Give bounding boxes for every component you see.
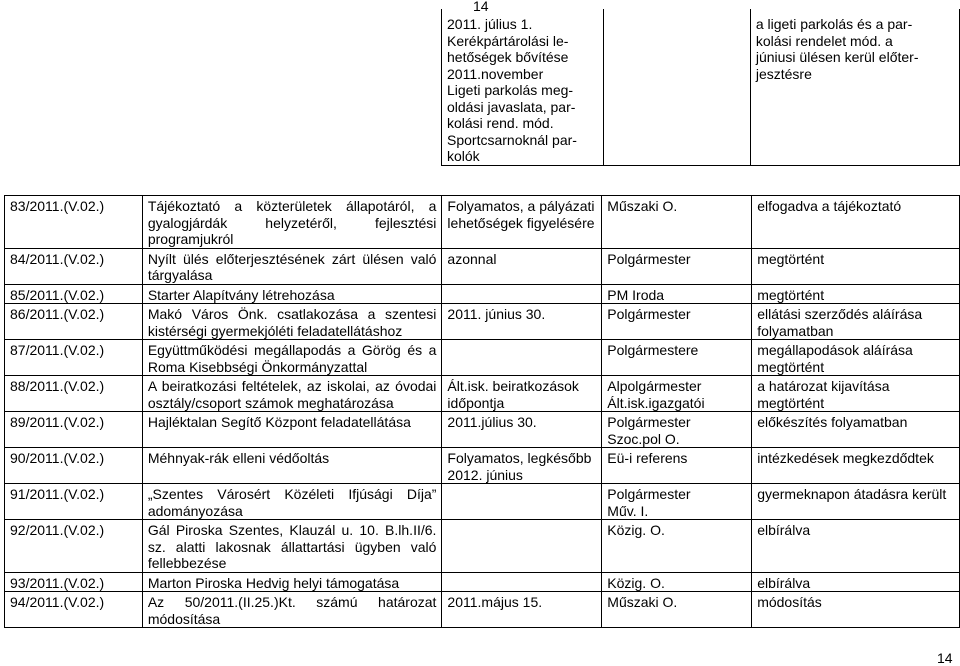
responsible-cell: Alpolgármester Ált.isk.igazgatói: [602, 376, 752, 412]
responsible-cell: Közig. O.: [602, 520, 752, 573]
responsible-cell: Közig. O.: [602, 572, 752, 592]
status-cell: előkészítés folyamatban: [752, 412, 960, 448]
responsible-cell: Műszaki O.: [602, 196, 752, 249]
deadline-cell: Folyamatos, legkésőbb 2012. június: [442, 448, 602, 484]
table-row: [5, 484, 960, 520]
subject-cell: Marton Piroska Hedvig helyi támogatása: [142, 572, 442, 592]
table-row: [5, 572, 960, 592]
resolution-id-cell: 92/2011.(V.02.): [5, 520, 143, 573]
status-cell: a határozat kijavítása megtörtént: [752, 376, 960, 412]
page-number-bottom: 14: [937, 650, 953, 666]
table-row: [5, 376, 960, 412]
status-cell: ellátási szerződés aláírása folyamatban: [752, 304, 960, 340]
resolution-id-cell: 94/2011.(V.02.): [5, 592, 143, 628]
deadline-cell: Folyamatos, a pályázati lehetőségek figyelésére: [442, 196, 602, 249]
resolution-id-cell: 85/2011.(V.02.): [5, 284, 143, 304]
status-cell: módosítás: [752, 592, 960, 628]
responsible-cell: Polgármestere: [602, 340, 752, 376]
table-row: [5, 412, 960, 448]
table-row: [5, 284, 960, 304]
table-row: [5, 592, 960, 628]
status-cell: gyermeknapon átadásra került: [752, 484, 960, 520]
responsible-cell: [603, 9, 750, 165]
status-cell: a ligeti parkolás és a par- kolási rendelet mód. a júniusi ülésen kerül előter- jesztésre: [750, 9, 959, 165]
resolution-id-cell: 90/2011.(V.02.): [5, 448, 143, 484]
deadline-cell: 2011.július 30.: [442, 412, 602, 448]
status-cell: megtörtént: [752, 284, 960, 304]
table-row: [5, 340, 960, 376]
resolutions-table: [4, 195, 960, 628]
responsible-cell: Eü-i referens: [602, 448, 752, 484]
deadline-cell: 2011. július 1. Kerékpártárolási le- hetőségek bővítése 2011.november Ligeti parkolás meg- oldási javaslata, par- kolási rend. mód. Sportcsarnoknál par- kolók: [442, 9, 604, 165]
status-cell: elbírálva: [752, 520, 960, 573]
table-row: [5, 196, 960, 249]
resolution-id-cell: 86/2011.(V.02.): [5, 304, 143, 340]
subject-cell: Nyílt ülés előterjesztésének zárt ülésen való tárgyalása: [142, 248, 442, 284]
responsible-cell: Polgármester: [602, 304, 752, 340]
responsible-cell: Polgármester: [602, 248, 752, 284]
resolution-id-cell: 88/2011.(V.02.): [5, 376, 143, 412]
responsible-cell: PM Iroda: [602, 284, 752, 304]
status-cell: elfogadva a tájékoztató: [752, 196, 960, 249]
status-cell: intézkedések megkezdődtek: [752, 448, 960, 484]
subject-cell: Makó Város Önk. csatlakozása a szentesi kistérségi gyermekjóléti feladatellátáshoz: [142, 304, 442, 340]
responsible-cell: Polgármester Szoc.pol O.: [602, 412, 752, 448]
subject-cell: A beiratkozási feltételek, az iskolai, az óvodai osztály/csoport számok meghatározása: [142, 376, 442, 412]
deadline-cell: [442, 340, 602, 376]
resolution-id-cell: 89/2011.(V.02.): [5, 412, 143, 448]
table-row: [5, 448, 960, 484]
responsible-cell: Polgármester Műv. I.: [602, 484, 752, 520]
table-row: [442, 9, 960, 165]
deadline-cell: 2011.május 15.: [442, 592, 602, 628]
resolution-id-cell: 87/2011.(V.02.): [5, 340, 143, 376]
deadline-cell: [442, 284, 602, 304]
subject-cell: Az 50/2011.(II.25.)Kt. számú határozat módosítása: [142, 592, 442, 628]
resolution-id-cell: 83/2011.(V.02.): [5, 196, 143, 249]
resolution-id-cell: 91/2011.(V.02.): [5, 484, 143, 520]
deadline-cell: [442, 572, 602, 592]
continued-table: [441, 9, 960, 166]
table-row: [5, 520, 960, 573]
resolution-id-cell: 84/2011.(V.02.): [5, 248, 143, 284]
resolution-id-cell: 93/2011.(V.02.): [5, 572, 143, 592]
deadline-cell: Ált.isk. beiratkozások időpontja: [442, 376, 602, 412]
deadline-cell: [442, 520, 602, 573]
subject-cell: Hajléktalan Segítő Központ feladatellátása: [142, 412, 442, 448]
subject-cell: Starter Alapítvány létrehozása: [142, 284, 442, 304]
status-cell: megtörtént: [752, 248, 960, 284]
page-number-top: 14: [473, 0, 489, 14]
deadline-cell: 2011. június 30.: [442, 304, 602, 340]
table-row: [5, 304, 960, 340]
subject-cell: Gál Piroska Szentes, Klauzál u. 10. B.lh.II/6. sz. alatti lakosnak állattartási ügyben való fellebbezése: [142, 520, 442, 573]
subject-cell: „Szentes Városért Közéleti Ifjúsági Díja” adományozása: [142, 484, 442, 520]
table-row: [5, 248, 960, 284]
deadline-cell: azonnal: [442, 248, 602, 284]
status-cell: megállapodások aláírása megtörtént: [752, 340, 960, 376]
subject-cell: Méhnyak-rák elleni védőoltás: [142, 448, 442, 484]
subject-cell: Együttműködési megállapodás a Görög és a Roma Kisebbségi Önkormányzattal: [142, 340, 442, 376]
status-cell: elbírálva: [752, 572, 960, 592]
deadline-cell: [442, 484, 602, 520]
responsible-cell: Műszaki O.: [602, 592, 752, 628]
subject-cell: Tájékoztató a közterületek állapotáról, a gyalogjárdák helyzetéről, fejlesztési programjukról: [142, 196, 442, 249]
